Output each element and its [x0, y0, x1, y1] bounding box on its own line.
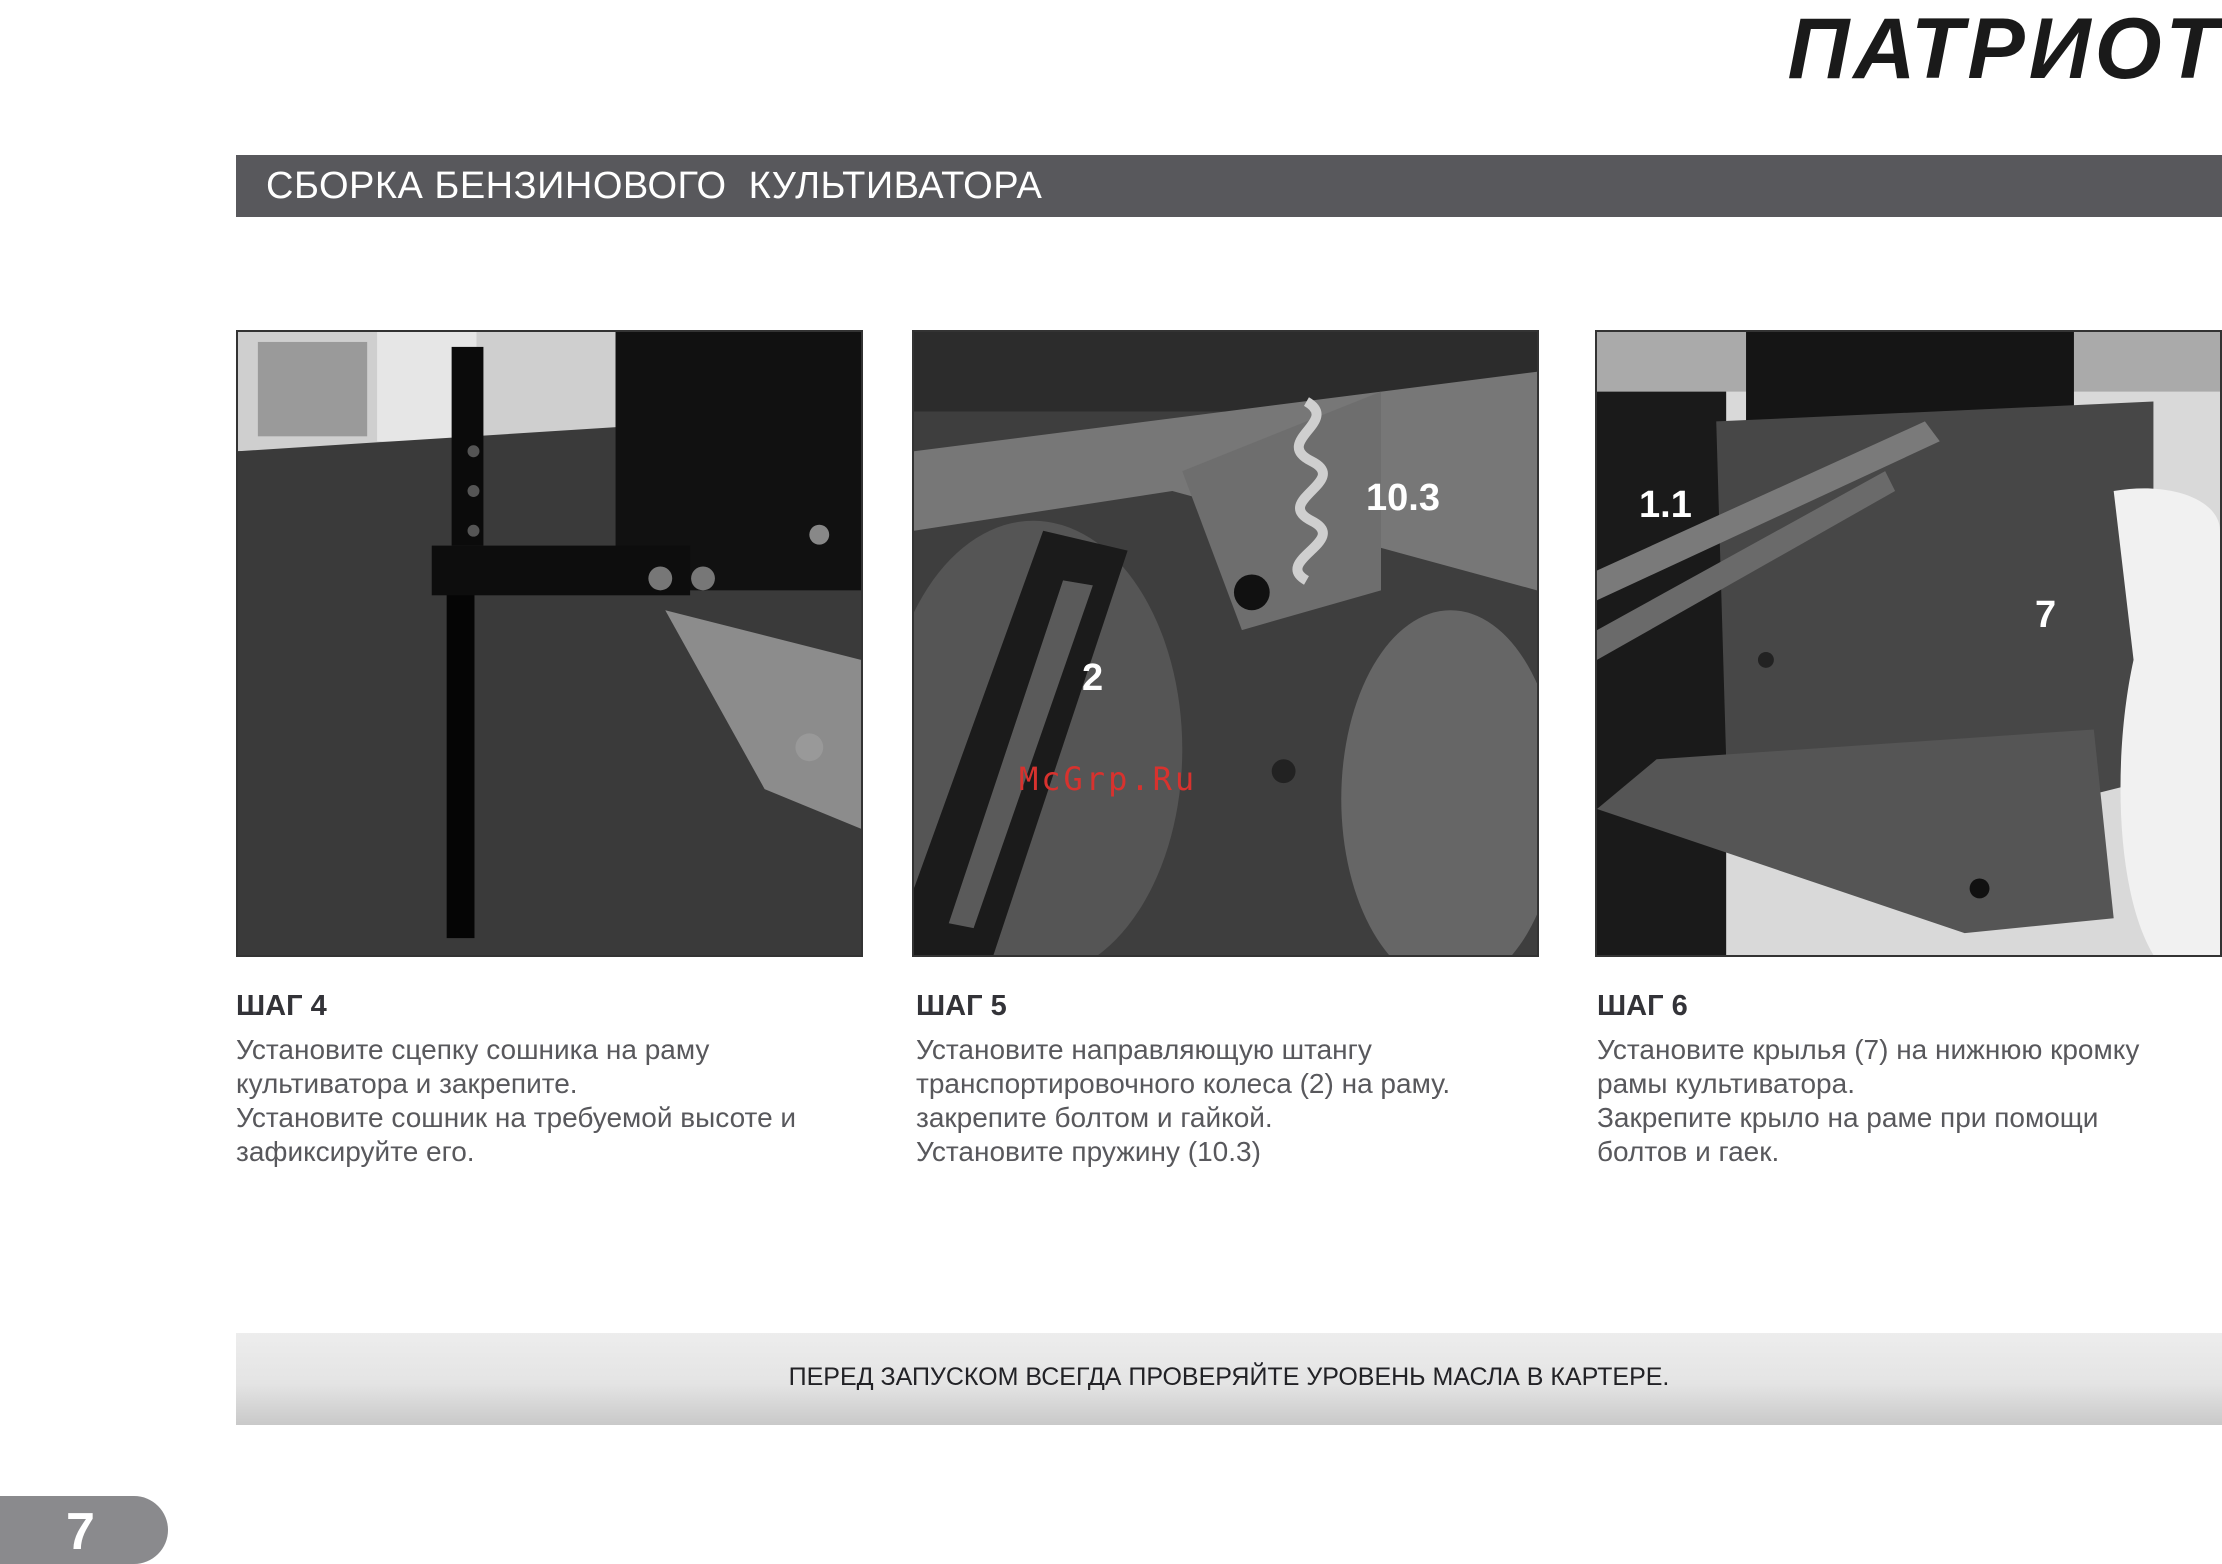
step-6-line: Закрепите крыло на раме при помощи: [1597, 1102, 2099, 1133]
logo-text: ПАТРИОТ: [1787, 8, 2222, 88]
step-5-line: закрепите болтом и гайкой.: [916, 1102, 1273, 1133]
oil-notice-banner: [236, 1333, 2222, 1425]
oil-notice-text: ПЕРЕД ЗАПУСКОМ ВСЕГДА ПРОВЕРЯЙТЕ УРОВЕНЬ МАСЛА В КАРТЕРЕ.: [788, 1363, 1670, 1391]
watermark: McGrp.Ru: [1019, 760, 1198, 798]
step-5-title: ШАГ 5: [916, 990, 1007, 1022]
step-5: [916, 990, 1536, 1169]
step-5-line: транспортировочного колеса (2) на раму.: [916, 1068, 1451, 1099]
step-5-line: Установите направляющую штангу: [916, 1034, 1372, 1065]
page-number: 7: [66, 1503, 95, 1561]
step-6-line: рамы культиватора.: [1597, 1068, 1855, 1099]
step-6-line: Установите крылья (7) на нижнюю кромку: [1597, 1034, 2140, 1065]
step-6-photo: [1595, 330, 2222, 957]
callout-7: 7: [2035, 594, 2057, 636]
step-5-line: Установите пружину (10.3): [916, 1136, 1261, 1167]
step-6-line: болтов и гаек.: [1597, 1136, 1780, 1167]
section-title: СБОРКА БЕНЗИНОВОГО КУЛЬТИВАТОРА: [266, 165, 1043, 207]
step-4-line: культиватора и закрепите.: [236, 1068, 578, 1099]
step-4-title: ШАГ 4: [236, 990, 327, 1022]
step-5-photo: [912, 330, 1539, 957]
callout-2: 2: [1082, 657, 1104, 699]
step-4: [236, 990, 856, 1169]
step-4-line: Установите сцепку сошника на раму: [236, 1034, 710, 1065]
section-title-bar: [236, 155, 2222, 217]
step-4-line: Установите сошник на требуемой высоте и: [236, 1102, 797, 1133]
page-number-tab: [0, 1496, 168, 1564]
callout-10-3: 10.3: [1366, 477, 1440, 519]
step-4-photo: [236, 330, 863, 957]
step-6-title: ШАГ 6: [1597, 990, 1688, 1022]
step-4-line: зафиксируйте его.: [236, 1136, 475, 1167]
callout-1-1: 1.1: [1639, 484, 1692, 526]
brand-logo: [1644, 8, 2222, 88]
step-6: [1597, 990, 2217, 1169]
